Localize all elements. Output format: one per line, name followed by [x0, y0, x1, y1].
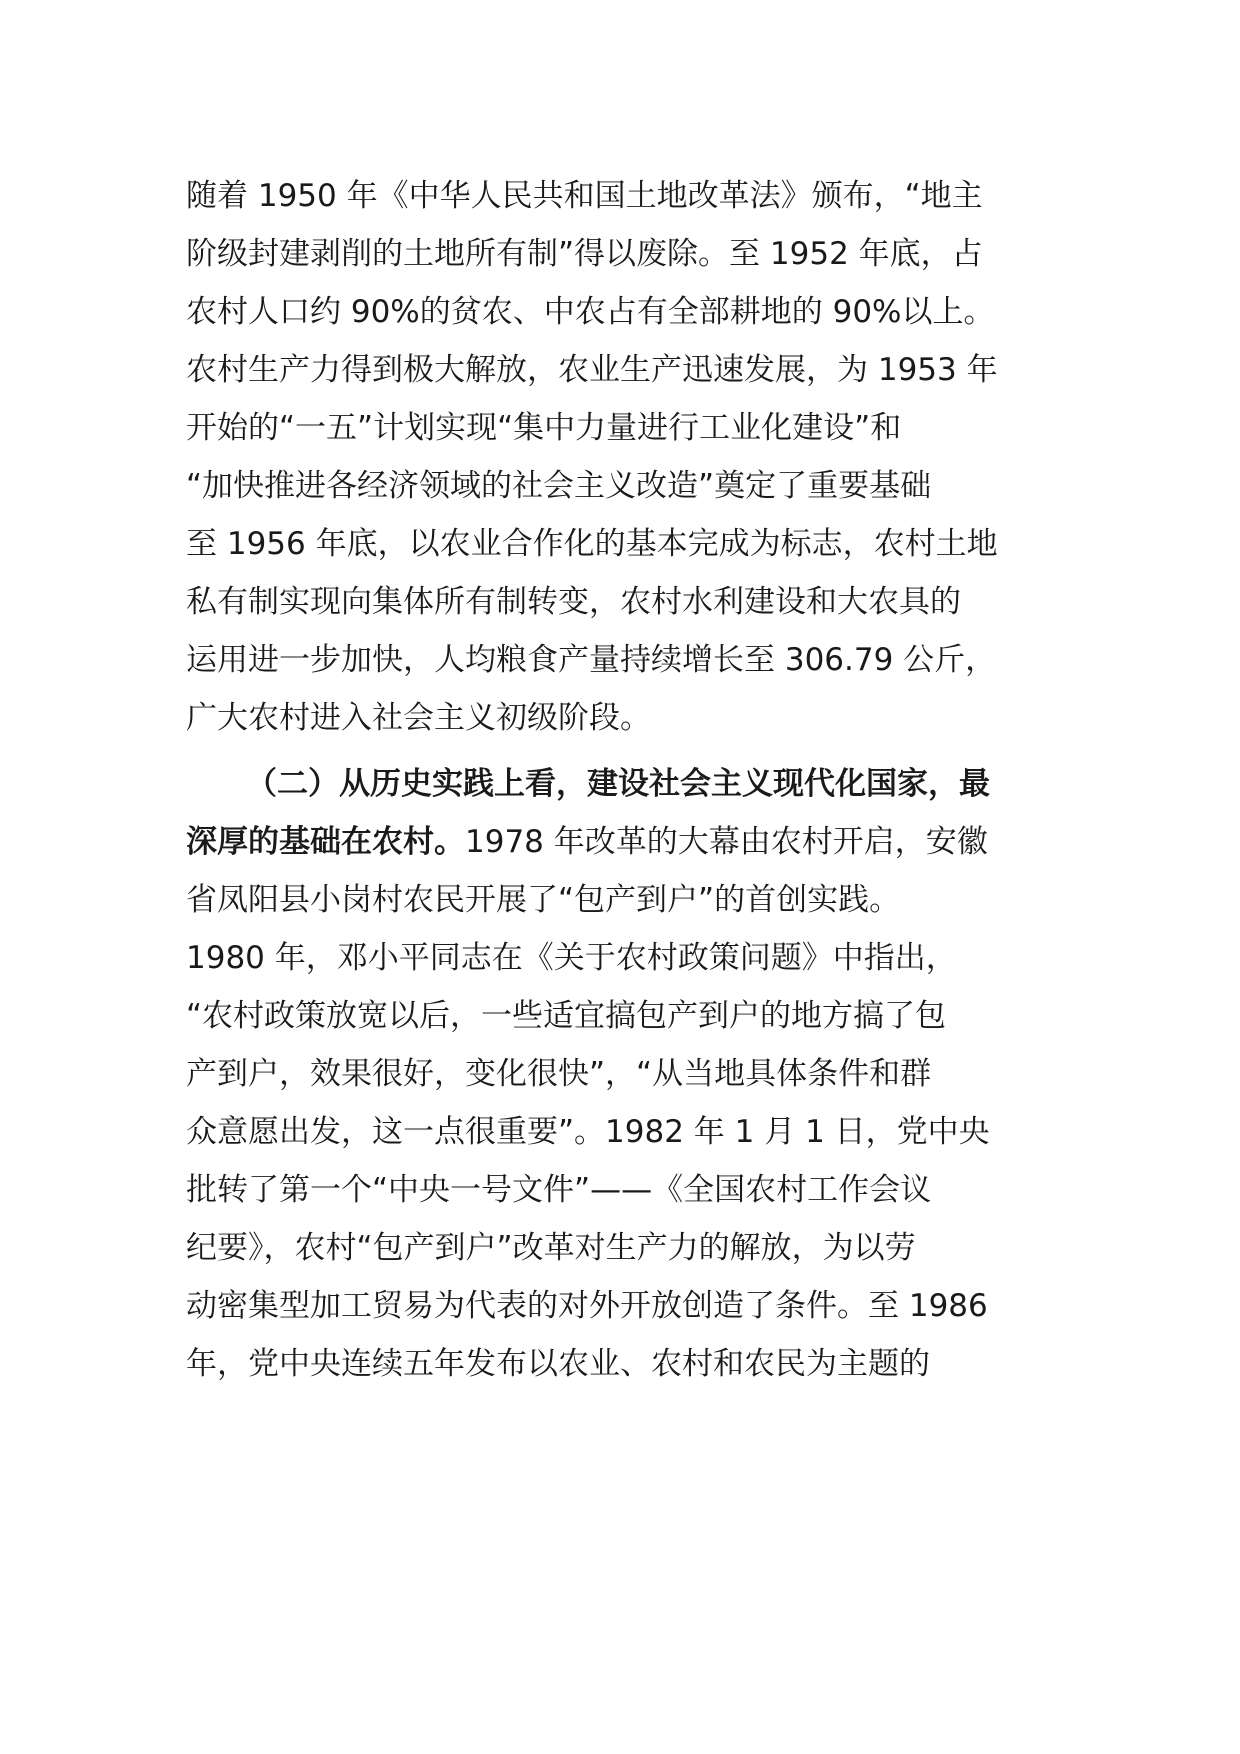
paragraph1-line-9: 运用进一步加快，人均粮食产量持续增长至 306.79 公斤， [186, 642, 997, 678]
paragraph2-line-7: 众意愿出发，这一点很重要”。1982 年 1 月 1 日，党中央 [186, 1114, 990, 1150]
paragraph1-line-2: 阶级封建剥削的土地所有制”得以废除。至 1952 年底，占 [186, 236, 983, 272]
paragraph1-line-10: 广大农村进入社会主义初级阶段。 [186, 700, 651, 736]
paragraph1-line-6: “加快推进各经济领域的社会主义改造”奠定了重要基础 [186, 468, 932, 504]
paragraph2-line-11: 年，党中央连续五年发布以农业、农村和农民为主题的 [186, 1346, 930, 1382]
paragraph2-line-2-text: 1978 年改革的大幕由农村开启，安徽 [465, 824, 988, 860]
paragraph2-line-5: “农村政策放宽以后，一些适宜搞包产到户的地方搞了包 [186, 998, 947, 1034]
paragraph1-line-4: 农村生产力得到极大解放，农业生产迅速发展，为 1953 年 [186, 352, 998, 388]
paragraph2-line-8: 批转了第一个“中央一号文件”——《全国农村工作会议 [186, 1172, 932, 1208]
paragraph2-line-3: 省凤阳县小岗村农民开展了“包产到户”的首创实践。 [186, 882, 901, 918]
paragraph2-line-10: 动密集型加工贸易为代表的对外开放创造了条件。至 1986 [186, 1288, 988, 1324]
paragraph1-line-5: 开始的“一五”计划实现“集中力量进行工业化建设”和 [186, 410, 902, 446]
section-heading: （二）从历史实践上看，建设社会主义现代化国家，最 [246, 766, 990, 802]
paragraph2-line-9: 纪要》，农村“包产到户”改革对生产力的解放，为以劳 [186, 1230, 916, 1266]
paragraph2-line-6: 产到户，效果很好，变化很快”，“从当地具体条件和群 [186, 1056, 932, 1092]
paragraph1-line-7: 至 1956 年底，以农业合作化的基本完成为标志，农村土地 [186, 526, 998, 562]
paragraph1-line-3: 农村人口约 90%的贫农、中农占有全部耕地的 90%以上。 [186, 294, 995, 330]
paragraph1-line-8: 私有制实现向集体所有制转变，农村水利建设和大农具的 [186, 584, 961, 620]
paragraph1-line-1: 随着 1950 年《中华人民共和国土地改革法》颁布，“地主 [186, 178, 983, 214]
paragraph2-line-4: 1980 年，邓小平同志在《关于农村政策问题》中指出， [186, 940, 957, 976]
section-heading-continuation: 深厚的基础在农村。 [186, 824, 465, 860]
paragraph2-line-2 [186, 822, 988, 862]
